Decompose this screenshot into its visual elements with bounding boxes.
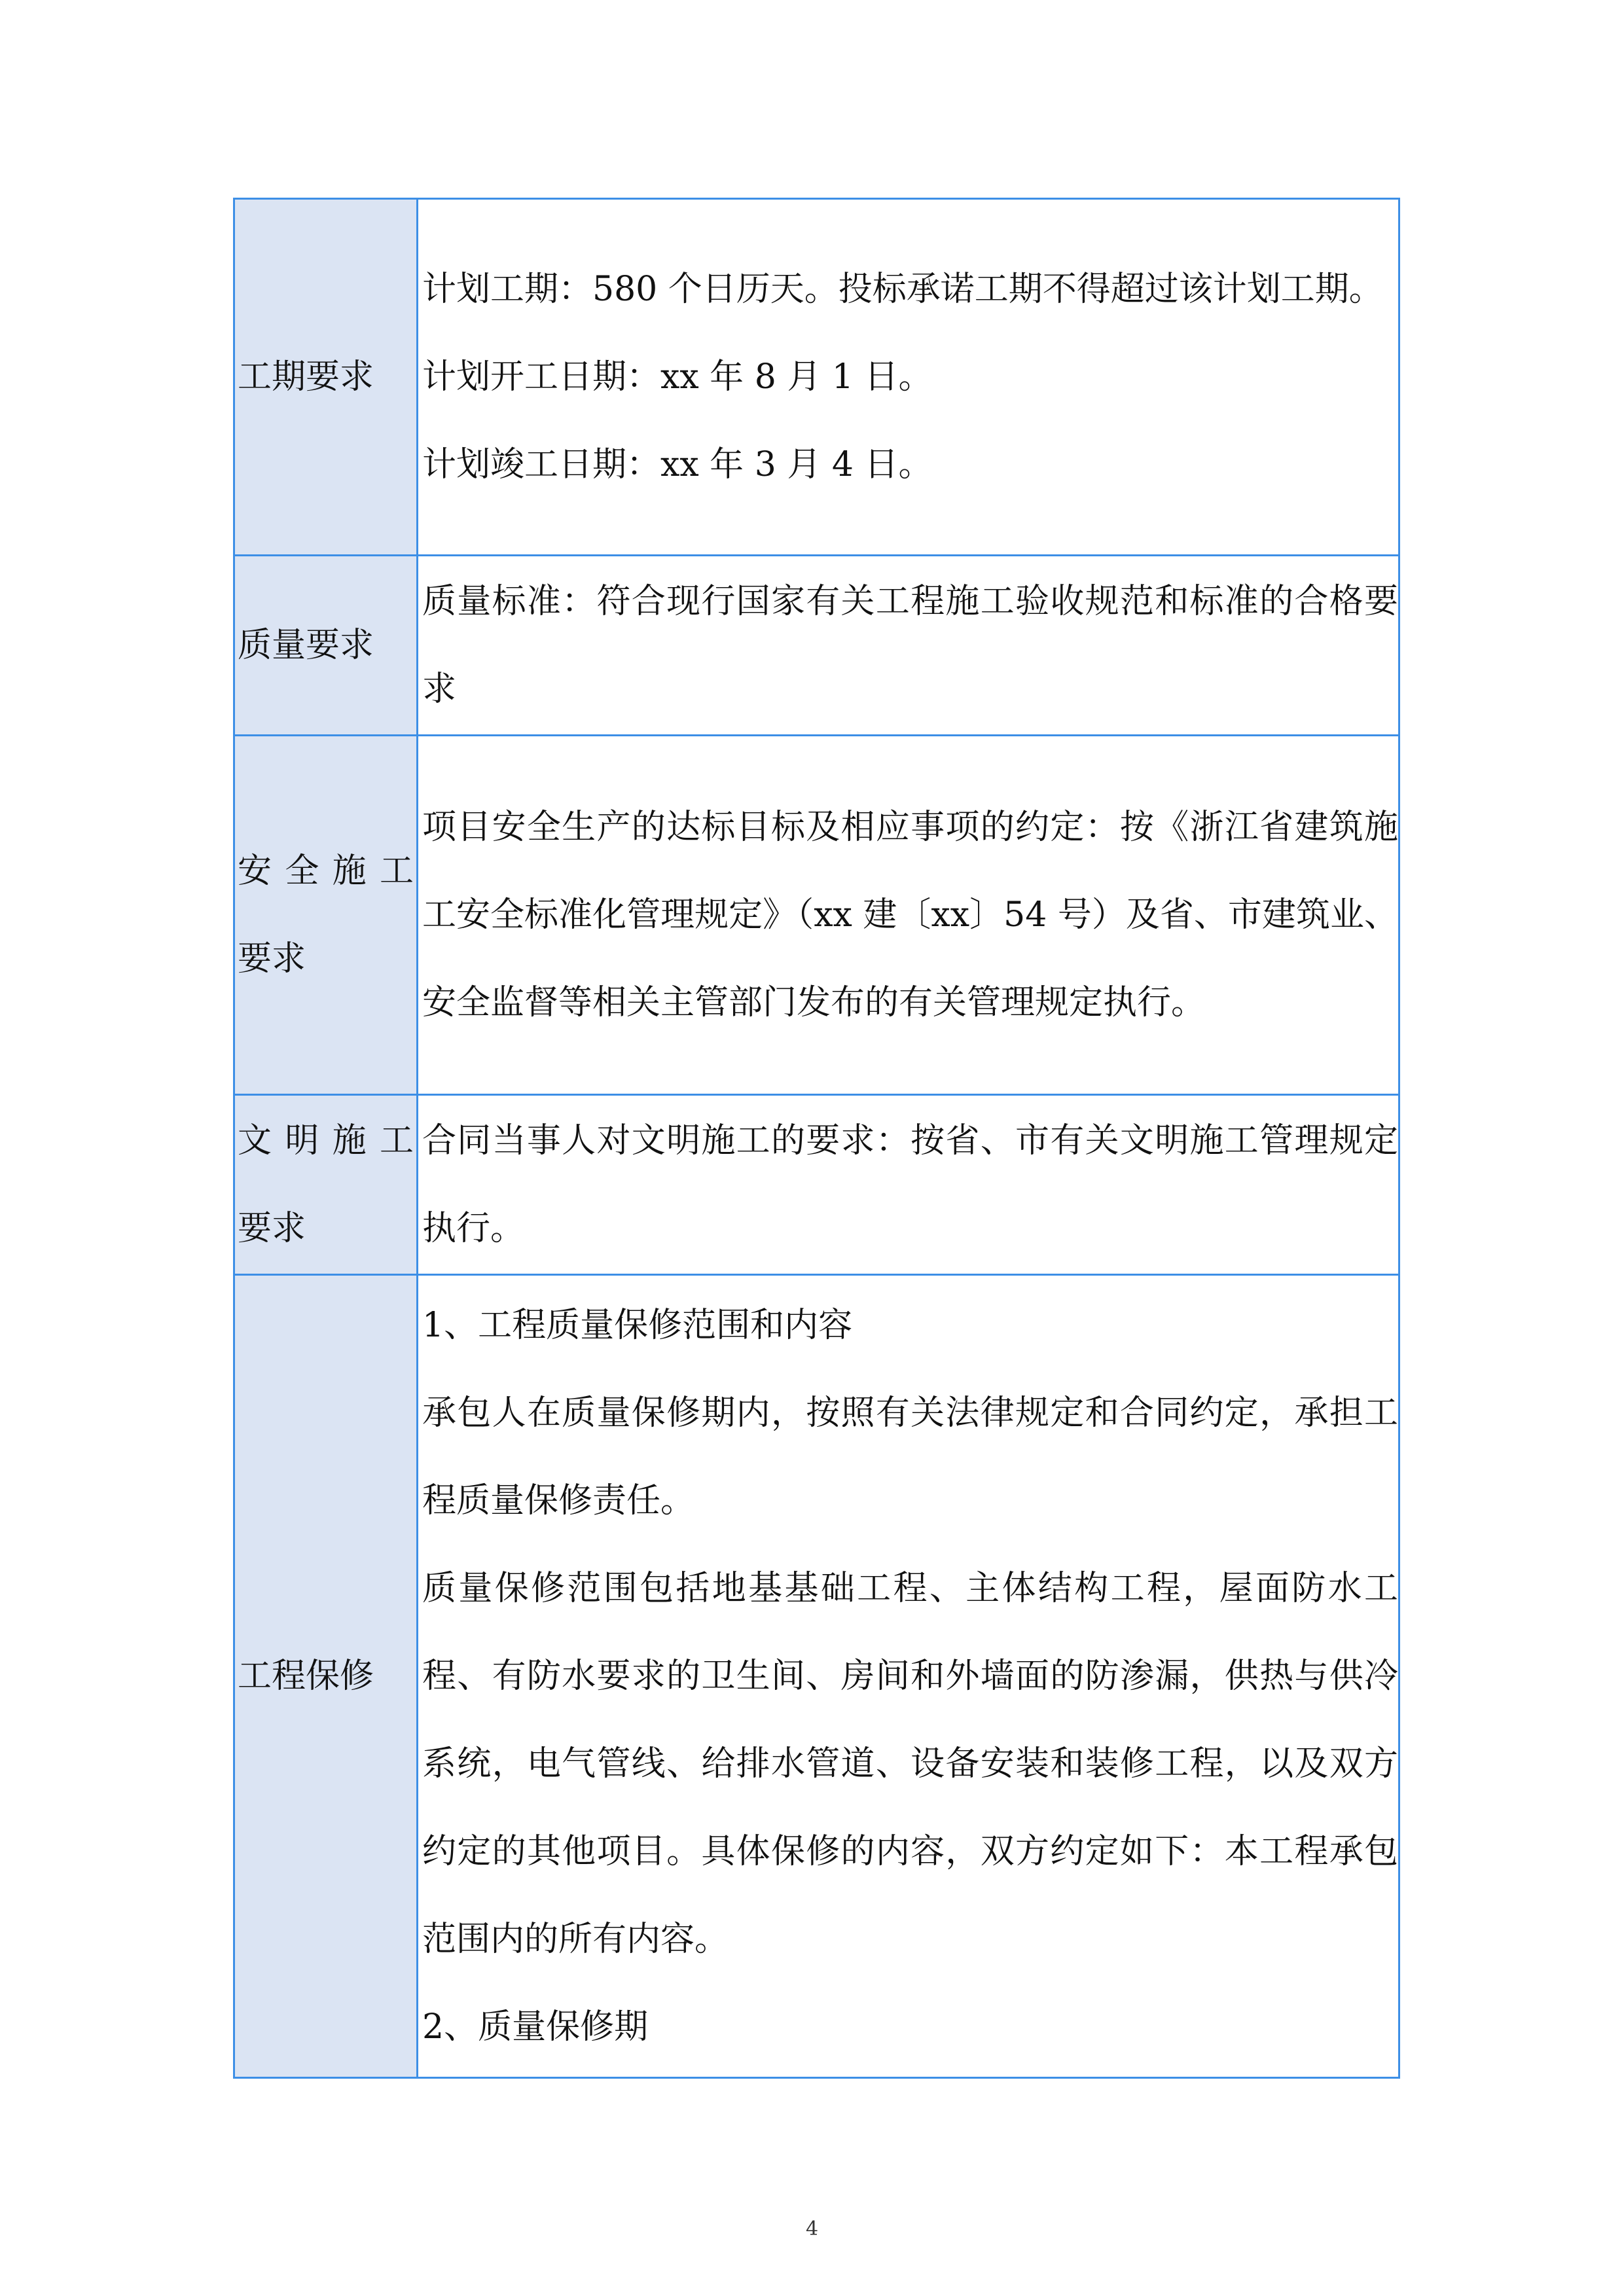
row-label-civilized-construction: 文 明 施 工要求 — [234, 1095, 418, 1275]
content-paragraph: 合同当事人对文明施工的要求：按省、市有关文明施工管理规定执行。 — [422, 1121, 1398, 1248]
content-paragraph: 2、质量保修期 — [422, 2007, 649, 2047]
content-paragraph: 承包人在质量保修期内，按照有关法律规定和合同约定，承担工程质量保修责任。 — [422, 1393, 1398, 1520]
row-content-warranty — [418, 1275, 1399, 2078]
row-label-safety: 安 全 施 工要求 — [234, 736, 418, 1095]
content-paragraph: 质量保修范围包括地基基础工程、主体结构工程，屋面防水工程、有防水要求的卫生间、房间和外墙面的防渗漏，供热与供冷系统，电气管线、给排水管道、设备安装和装修工程，以及双方约定的其他项目。具体保修的内容，双方约定如下：本工程承包范围内的所有内容。 — [422, 1569, 1398, 1959]
table-row-schedule — [234, 199, 1399, 556]
table-row-safety — [234, 736, 1399, 1095]
content-paragraph: 计划工期：580 个日历天。投标承诺工期不得超过该计划工期。 — [422, 270, 1383, 309]
content-paragraph: 计划竣工日期：xx 年 3 月 4 日。 — [422, 445, 933, 484]
row-label-quality: 质量要求 — [234, 556, 418, 736]
content-paragraph: 计划开工日期：xx 年 8 月 1 日。 — [422, 357, 933, 397]
content-paragraph: 项目安全生产的达标目标及相应事项的约定：按《浙江省建筑施工安全标准化管理规定》（xx 建〔xx〕54 号）及省、市建筑业、安全监督等相关主管部门发布的有关管理规定执行。 — [422, 808, 1398, 1022]
row-content-schedule — [418, 199, 1399, 556]
table-row-warranty — [234, 1275, 1399, 2078]
table-row-quality — [234, 556, 1399, 736]
row-content-safety — [418, 736, 1399, 1095]
content-paragraph: 质量标准：符合现行国家有关工程施工验收规范和标准的合格要求 — [422, 582, 1398, 709]
table-row-civilized-construction — [234, 1095, 1399, 1275]
row-label-warranty: 工程保修 — [234, 1275, 418, 2078]
row-content-civilized-construction — [418, 1095, 1399, 1275]
row-content-quality — [418, 556, 1399, 736]
content-paragraph: 1、工程质量保修范围和内容 — [422, 1306, 853, 1345]
requirements-table — [233, 198, 1400, 2079]
page-number: 4 — [805, 2217, 819, 2240]
row-label-schedule: 工期要求 — [234, 199, 418, 556]
